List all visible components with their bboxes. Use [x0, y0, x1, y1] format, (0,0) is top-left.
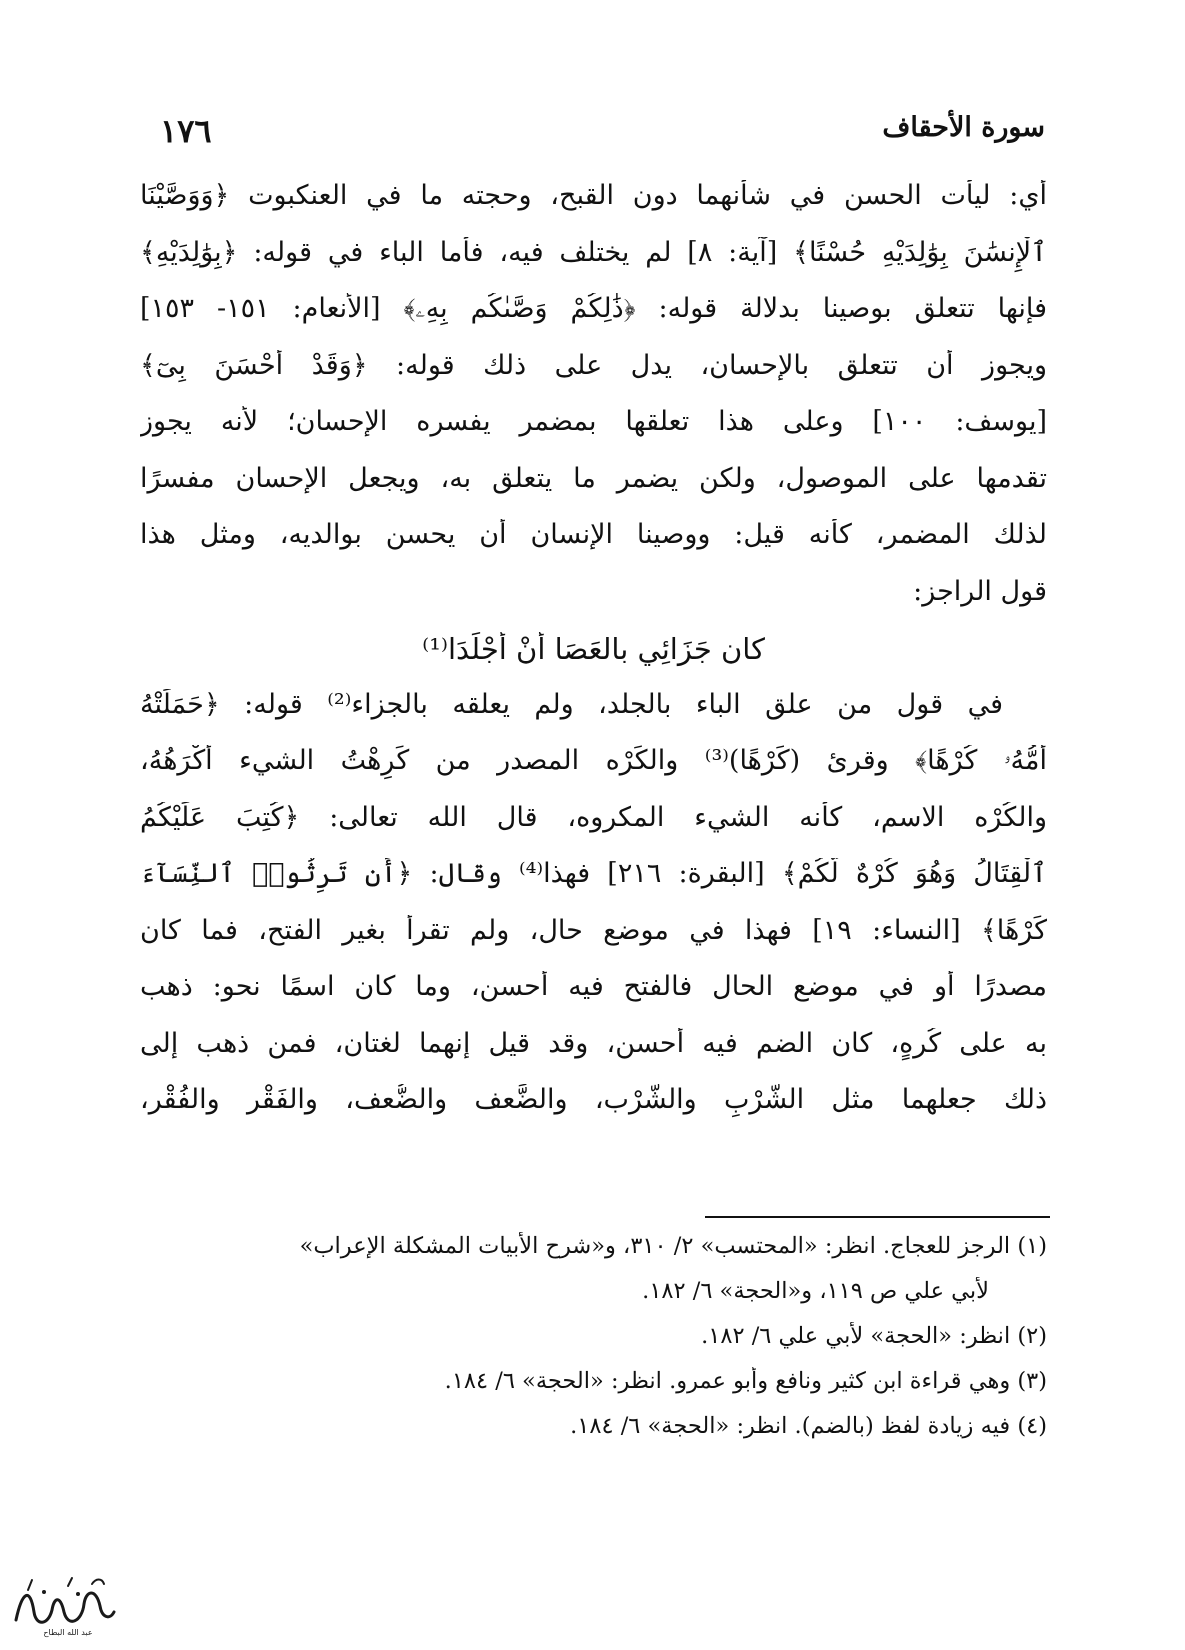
- text-line: به على كُرهٍ، كان الضم فيه أحسن، وقد قيل إنهما لغتان، فمن ذهب إلى: [140, 1027, 1047, 1059]
- text-line: ويجوز أن تتعلق بالإحسان، يدل على ذلك قوله: ﴿وَقَدْ أَحْسَنَ بِىٓ﴾: [140, 349, 1047, 381]
- text-line: ذلك جعلهما مثل الشَّرْبِ والشُّرْب، والضَّعف والضُّعف، والفَقْر والفُقْر،: [140, 1084, 1047, 1115]
- text-line: تقدمها على الموصول، ولكن يضمر ما يتعلق به، ويجعل الإحسان مفسرًا: [140, 462, 1047, 494]
- text-line: مصدرًا أو في موضع الحال فالفتح فيه أحسن، وما كان اسمًا نحو: ذهب: [140, 971, 1047, 1002]
- footnote-divider: [705, 1216, 1050, 1218]
- footnote: (٢) انظر: «الحجة» لأبي علي ٦/ ١٨٢.: [701, 1323, 1047, 1349]
- surah-title: سورة الأحقاف: [882, 112, 1045, 143]
- text-line: أي: ليأت الحسن في شأنهما دون القبح، وحجته ما في العنكبوت ﴿وَوَصَّيْنَا: [140, 180, 1047, 211]
- footnote: (١) الرجز للعجاج. انظر: «المحتسب» ٢/ ٣١٠، و«شرح الأبيات المشكلة الإعراب»: [299, 1233, 1047, 1259]
- page-number: ١٧٦: [160, 112, 212, 150]
- text-line: [يوسف: ١٠٠] وعلى هذا تعلقها بمضمر يفسره الإحسان؛ لأنه يجوز: [140, 406, 1047, 437]
- text-line: والكُرْه الاسم، كأنه الشيء المكروه، قال الله تعالى: ﴿كُتِبَ عَلَيْكُمُ: [140, 801, 1047, 833]
- text-line: في قول من علق الباء بالجلد، ولم يعلقه بالجزاء⁽²⁾ قوله: ﴿حَمَلَتْهُ: [140, 688, 1003, 720]
- text-line: كَرْهًا﴾ [النساء: ١٩] فهذا في موضع حال، ولم تقرأ بغير الفتح، فما كان: [140, 914, 1047, 946]
- text-line: ٱلْقِتَالُ وَهُوَ كُرْهٌ لَّكُمْ﴾ [البقرة: ٢١٦] فهذا⁽⁴⁾ وقال: ﴿أَن تَرِثُوا۟ ٱلنِّسَآءَ: [140, 858, 1047, 889]
- text-line: أُمُّهُۥ كُرْهًا﴾ وقرئ (كَرْهًا)⁽³⁾ والكَرْه المصدر من كَرِهْتُ الشيء أَكْرَهُهُ،: [140, 745, 1047, 776]
- page-header: [160, 106, 1045, 156]
- footnotes: [140, 1232, 1047, 1457]
- text-line: قول الراجز:: [913, 575, 1047, 607]
- text-line: ٱلْإِنسَٰنَ بِوَٰلِدَيْهِ حُسْنًا﴾ [آية: ٨] لم يختلف فيه، فأما الباء في قوله: ﴿بِوَٰلِدَيْهِ﴾: [140, 236, 1047, 268]
- watermark-subtext: عبد الله البطاح: [43, 1628, 93, 1637]
- footnote-continuation: لأبي علي ص ١١٩، و«الحجة» ٦/ ١٨٢.: [642, 1278, 989, 1304]
- main-text: [140, 180, 1047, 1141]
- text-line: فإنها تتعلق بوصينا بدلالة قوله: ﴿ذَٰلِكُمْ وَصَّىٰكُم بِهِۦ﴾ [الأنعام: ١٥١- ١٥٣]: [140, 293, 1047, 324]
- poetry-verse: كان جَزَائِي بالعَصَا أَنْ أُجْلَدَا⁽¹⁾: [422, 632, 765, 666]
- footnote: (٤) فيه زيادة لفظ (بالضم). انظر: «الحجة» ٦/ ١٨٤.: [570, 1413, 1047, 1439]
- footnote: (٣) وهي قراءة ابن كثير ونافع وأبو عمرو. انظر: «الحجة» ٦/ ١٨٤.: [444, 1368, 1047, 1394]
- text-line: لذلك المضمر، كأنه قيل: ووصينا الإنسان أن يحسن بوالديه، ومثل هذا: [140, 519, 1047, 550]
- watermark-logo: [8, 1572, 120, 1638]
